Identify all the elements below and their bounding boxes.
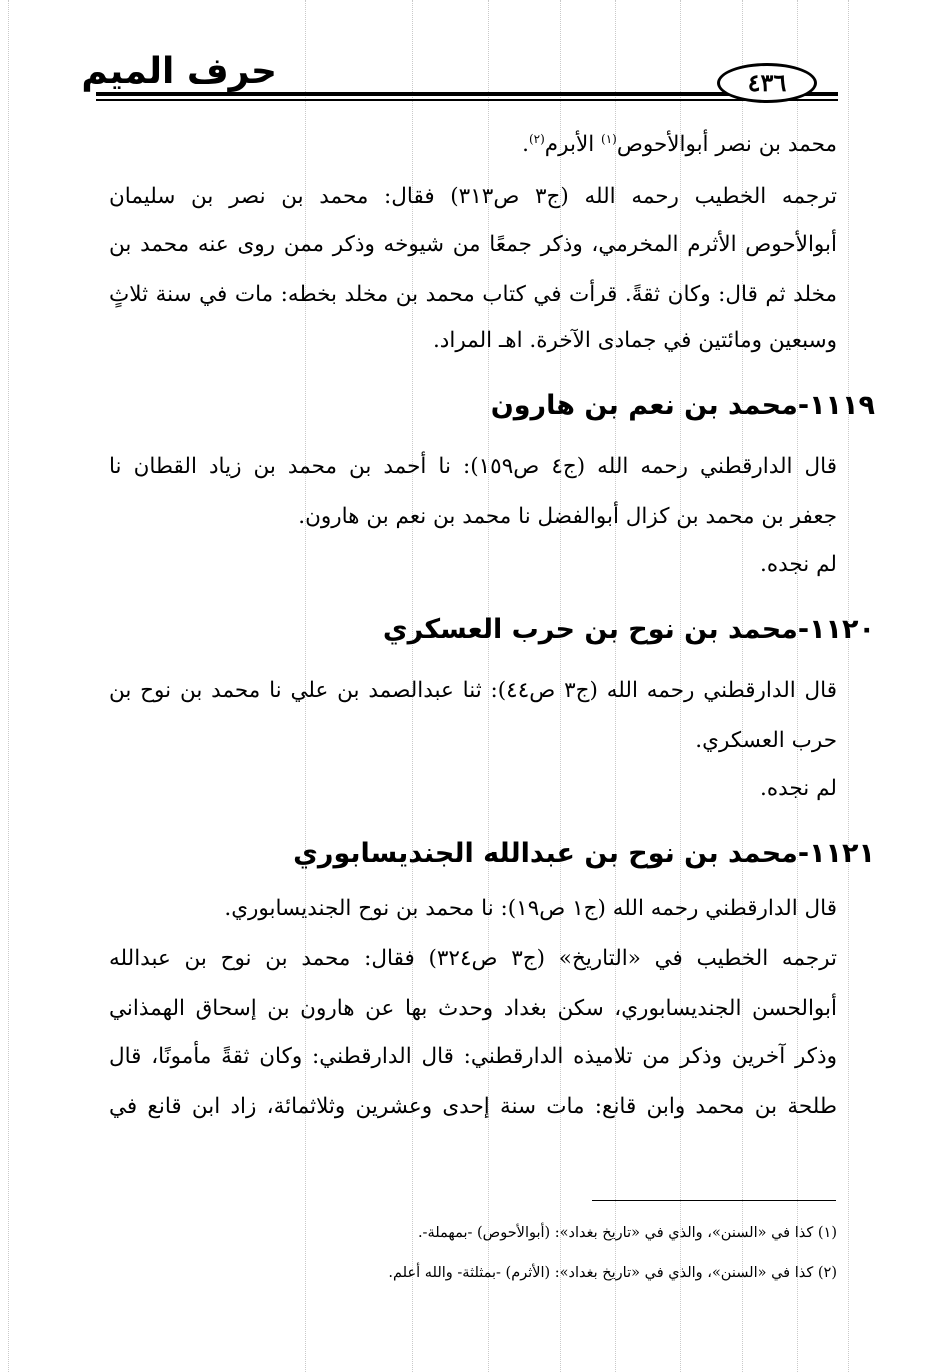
body-line: جعفر بن محمد بن كزال أبوالفضل نا محمد بن نعم بن هارون. [298,504,837,529]
body-line: لم نجده. [760,552,837,577]
body-line: مخلد ثم قال: وكان ثقةً. قرأت في كتاب محمد بن مخلد بخطه: مات في سنة ثلاثٍ [109,282,837,307]
body-line: ترجمه الخطيب في «التاريخ» (ج٣ ص٣٢٤) فقال: محمد بن نوح بن عبدالله [109,946,838,971]
scan-line [848,0,849,1372]
body-line: ترجمه الخطيب رحمه الله (ج٣ ص٣١٣) فقال: محمد بن نصر بن سليمان [109,184,838,209]
footnote-ref-2: (٢) [528,132,545,146]
entry-name-suffix: الأبرم [544,132,602,158]
scan-line [8,0,9,1372]
header-rule-thin [96,99,838,101]
body-line: لم نجده. [760,776,837,801]
footnote-ref-1: (١) [601,132,617,146]
body-line: قال الدارقطني رحمه الله (ج١ ص١٩): نا محمد بن نوح الجنديسابوري. [224,896,837,921]
body-line: طلحة بن محمد وابن قانع: مات سنة إحدى وعشرين وثلاثمائة، زاد ابن قانع في [109,1094,837,1119]
entry-heading: ١١١٩-محمد بن نعم بن هارون [490,390,875,421]
entry-name-line [522,124,837,160]
entry-name: محمد بن نصر أبوالأحوص [616,132,837,158]
body-line: وسبعين ومائتين في جمادى الآخرة. اهـ المراد. [432,328,837,353]
body-line: قال الدارقطني رحمه الله (ج٤ ص١٥٩): نا أحمد بن محمد بن زياد القطان نا [109,454,838,479]
footnote-1: (١) كذا في «السنن»، والذي في «تاريخ بغداد»: (أبوالأحوص) -بمهملة-. [417,1225,837,1241]
body-line: حرب العسكري. [695,728,837,753]
footnote-2: (٢) كذا في «السنن»، والذي في «تاريخ بغداد»: (الأثرم) -بمثلثة- والله أعلم. [388,1265,837,1281]
chapter-title: حرف الميم [81,51,277,92]
body-line: قال الدارقطني رحمه الله (ج٣ ص٤٤): ثنا عبدالصمد بن علي نا محمد بن نوح بن [109,678,838,703]
body-line: أبوالحسن الجنديسابوري، سكن بغداد وحدث بها عن هارون بن إسحاق الهمذاني [109,996,838,1021]
body-line: وذكر آخرين وذكر من تلاميذه الدارقطني: قال الدارقطني: وكان ثقةً مأمونًا، قال [109,1044,837,1069]
entry-name-end: . [522,132,529,158]
footnote-rule [592,1200,836,1201]
entry-heading: ١١٢٠-محمد بن نوح بن حرب العسكري [382,614,875,645]
body-line: أبوالأحوص الأثرم المخرمي، وذكر جمعًا من شيوخه وذكر ممن روى عنه محمد بن [109,232,837,257]
page-number: ٤٣٦ [717,63,817,103]
entry-heading: ١١٢١-محمد بن نوح بن عبدالله الجنديسابوري [293,838,875,869]
